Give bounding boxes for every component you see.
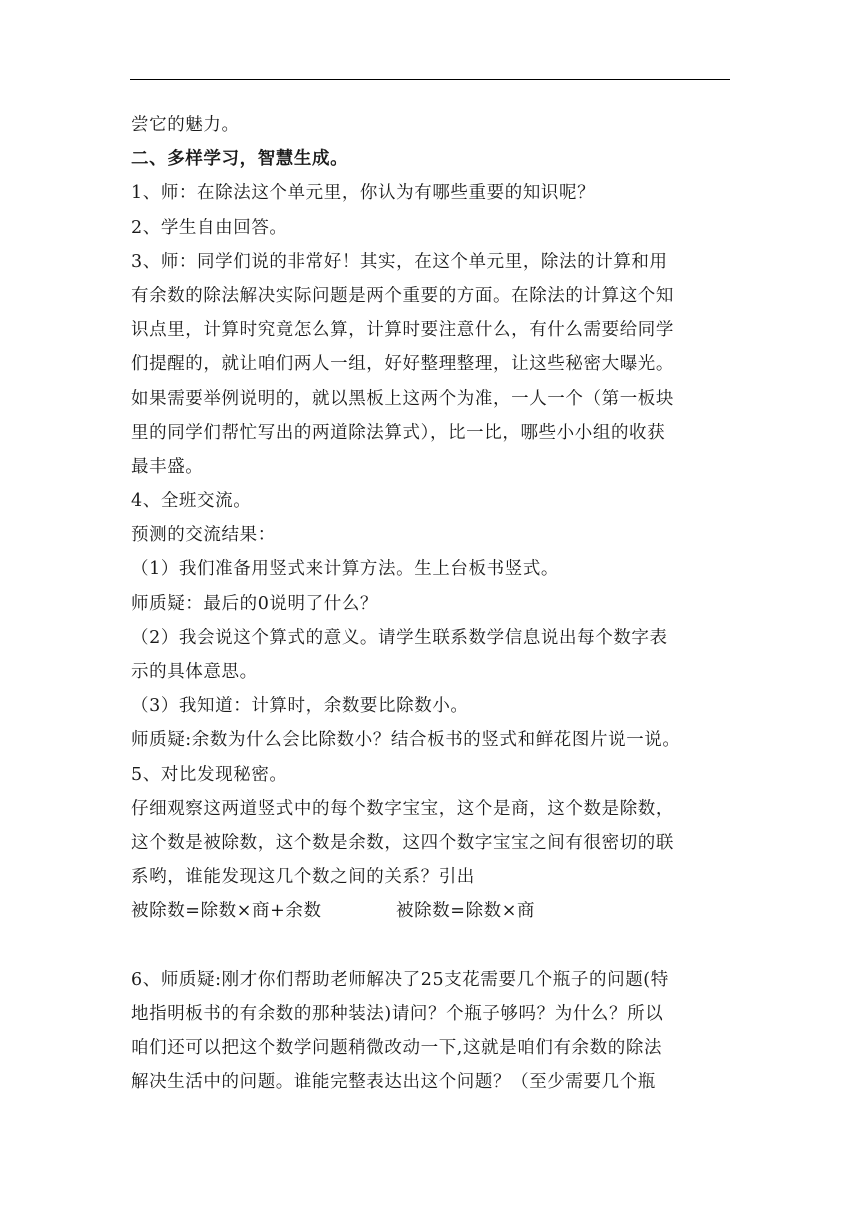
text-line: 预测的交流结果： xyxy=(131,525,276,546)
text-line: 们提醒的，就让咱们两人一组，好好整理整理，让这些秘密大曝光。 xyxy=(131,354,674,375)
formula-left: 被除数=除数×商+余数 xyxy=(131,901,322,922)
text-line: 如果需要举例说明的，就以黑板上这两个为准，一人一个（第一板块 xyxy=(131,388,674,409)
text-line: 里的同学们帮忙写出的两道除法算式），比一比，哪些小小组的收获 xyxy=(131,422,666,443)
text-line: 1、师：在除法这个单元里，你认为有哪些重要的知识呢？ xyxy=(131,183,596,204)
text-line: 二、多样学习，智慧生成。 xyxy=(131,149,349,170)
text-line: 最丰盛。 xyxy=(131,456,204,477)
text-line: 有余数的除法解决实际问题是两个重要的方面。在除法的计算这个知 xyxy=(131,285,674,306)
paragraph-block-2 xyxy=(131,963,736,1100)
formula-right: 被除数=除数×商 xyxy=(396,901,536,922)
text-line: 2、学生自由回答。 xyxy=(131,217,288,238)
text-line: 示的具体意思。 xyxy=(131,662,258,682)
text-line: 6、师质疑:刚才你们帮助老师解决了25支花需要几个瓶子的问题(特 xyxy=(131,969,669,990)
blank-line xyxy=(131,929,736,963)
text-line: 这个数是被除数，这个数是余数，这四个数字宝宝之间有很密切的联 xyxy=(131,832,674,853)
text-line: （1）我们准备用竖式来计算方法。生上台板书竖式。 xyxy=(131,559,560,580)
text-line: 师质疑:余数为什么会比除数小？结合板书的竖式和鲜花图片说一说。 xyxy=(131,730,681,751)
text-line: 5、对比发现秘密。 xyxy=(131,764,288,785)
text-line: 尝它的魅力。 xyxy=(131,115,240,135)
text-line: 仔细观察这两道竖式中的每个数字宝宝，这个是商，这个数是除数， xyxy=(131,798,674,819)
text-line: 咱们还可以把这个数学问题稍微改动一下,这就是咱们有余数的除法 xyxy=(131,1037,663,1058)
text-line: 系哟，谁能发现这几个数之间的关系？引出 xyxy=(131,867,475,888)
paragraph-block-1 xyxy=(131,108,736,894)
header-rule xyxy=(130,79,730,80)
formula-line xyxy=(131,894,736,928)
text-line: （2）我会说这个算式的意义。请学生联系数学信息说出每个数字表 xyxy=(131,627,668,648)
text-line: 地指明板书的有余数的那种装法)请问？个瓶子够吗？为什么？所以 xyxy=(131,1003,664,1024)
text-line: 4、全班交流。 xyxy=(131,491,252,512)
text-line: 识点里，计算时究竟怎么算，计算时要注意什么，有什么需要给同学 xyxy=(131,320,674,341)
document-body xyxy=(131,108,736,1099)
text-line: （3）我知道：计算时，余数要比除数小。 xyxy=(131,696,469,717)
text-line: 师质疑：最后的0说明了什么？ xyxy=(131,593,379,614)
text-line: 3、师：同学们说的非常好！其实，在这个单元里，除法的计算和用 xyxy=(131,251,668,272)
text-line: 解决生活中的问题。谁能完整表达出这个问题？（至少需要几个瓶 xyxy=(131,1072,656,1093)
